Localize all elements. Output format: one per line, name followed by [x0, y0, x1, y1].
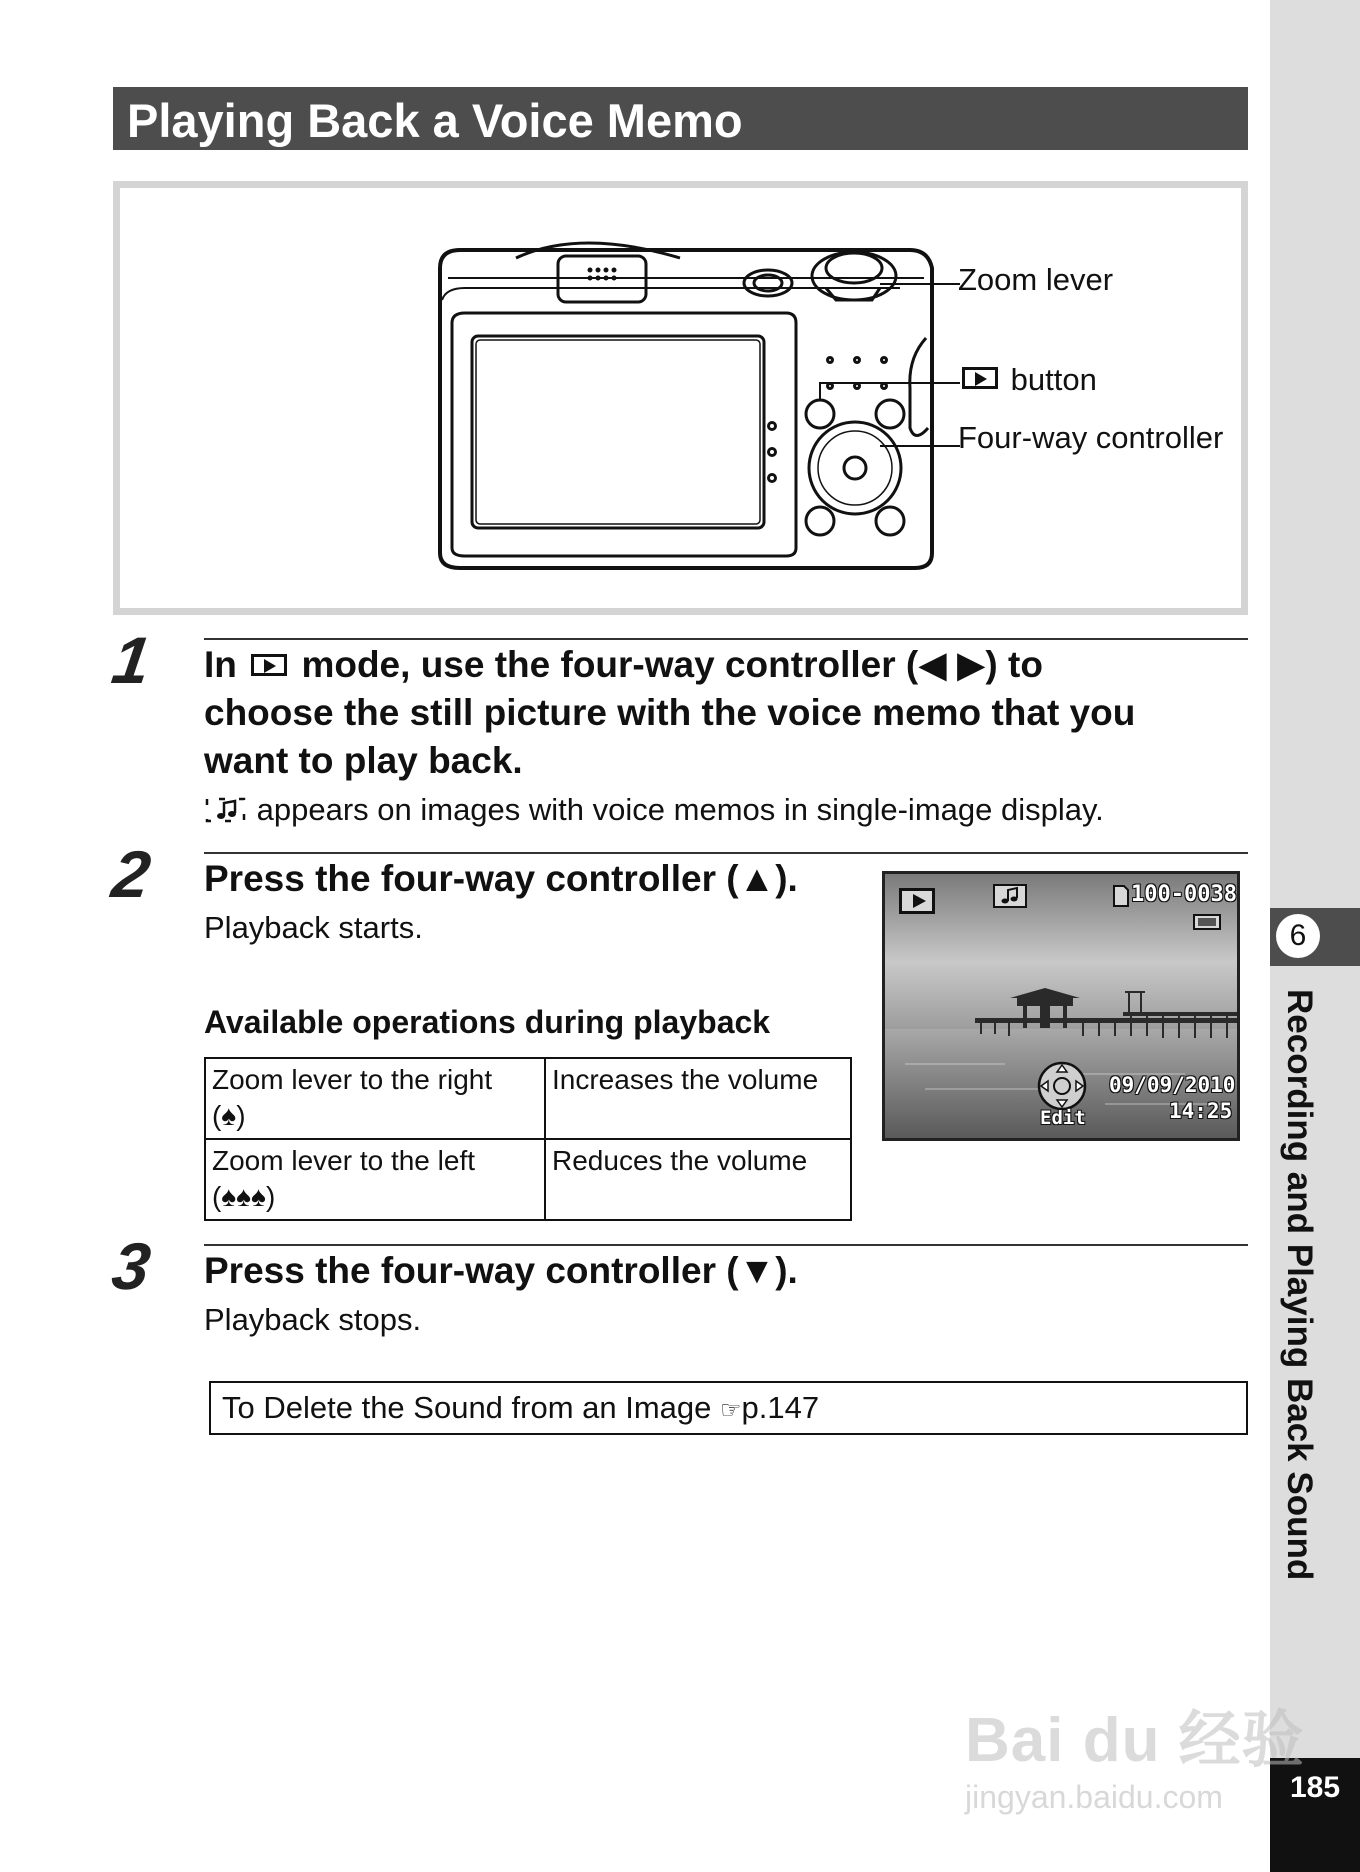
step-2-rule — [204, 852, 1248, 854]
table-row — [205, 1058, 851, 1139]
chapter-title: Recording and Playing Back Sound — [1280, 989, 1319, 1581]
reference-label: To Delete the Sound from an Image — [222, 1390, 712, 1425]
callout-four-way: Four-way controller — [958, 420, 1224, 455]
step-3-heading: Press the four-way controller (▼). — [204, 1250, 798, 1291]
playback-icon — [962, 367, 998, 389]
lcd-playback-screen — [882, 871, 1240, 1141]
watermark-url: jingyan.baidu.com — [965, 1779, 1223, 1815]
lcd-battery-icon — [1193, 914, 1221, 930]
step-1-body-text: appears on images with voice memos in single-image display. — [256, 792, 1104, 827]
lcd-edit-label: Edit — [1040, 1107, 1086, 1129]
playback-button — [806, 400, 834, 428]
step-2-heading: Press the four-way controller (▲). — [204, 858, 798, 899]
table-cell-result: Reduces the volume — [545, 1139, 851, 1220]
voice-memo-icon — [204, 796, 248, 824]
step-1-number: 1 — [107, 623, 155, 697]
table-cell-action: Zoom lever to the left (♠♠♠) — [205, 1139, 545, 1220]
lcd-file-number: 100-0038 — [1131, 882, 1237, 907]
callout-button-label: button — [1010, 362, 1097, 397]
camera-body — [440, 250, 932, 568]
lcd-memory-card-icon — [1113, 885, 1129, 907]
reference-page-link[interactable]: p.147 — [741, 1390, 820, 1425]
step-1-heading-rest: mode, use the four-way controller (◀ ▶) to — [301, 644, 1043, 685]
callout-playback-button — [958, 362, 1097, 398]
operations-table — [204, 1057, 852, 1221]
reference-text — [222, 1390, 819, 1426]
watermark-logo: Bai du 经验 — [965, 1706, 1305, 1775]
pointing-hand-icon: ☞ — [720, 1397, 742, 1424]
lcd-date: 09/09/2010 — [1109, 1073, 1236, 1097]
four-way-controller — [809, 422, 901, 514]
playback-icon — [251, 654, 287, 676]
step-1-heading-in: In — [204, 644, 237, 685]
table-cell-action: Zoom lever to the right (♠) — [205, 1058, 545, 1139]
camera-back-illustration — [120, 188, 1241, 608]
table-row — [205, 1139, 851, 1220]
table-cell-result: Increases the volume — [545, 1058, 851, 1139]
step-2-number: 2 — [107, 837, 155, 911]
step-1-heading — [204, 641, 1248, 785]
camera-figure — [113, 181, 1248, 615]
step-3-rule — [204, 1244, 1248, 1246]
page-title: Playing Back a Voice Memo — [127, 94, 743, 147]
zoom-lever — [812, 252, 896, 300]
operations-title: Available operations during playback — [204, 1004, 771, 1040]
step-2-body: Playback starts. — [204, 910, 423, 945]
page-number: 185 — [1289, 1771, 1341, 1804]
lcd-time: 14:25 — [1169, 1099, 1233, 1123]
step-1-heading-line3: want to play back. — [204, 740, 523, 781]
step-3-body: Playback stops. — [204, 1302, 422, 1337]
menu-button — [876, 400, 904, 428]
step-1-body — [204, 790, 1104, 830]
lcd-monitor — [472, 336, 764, 528]
lcd-voice-memo-icon — [993, 884, 1027, 908]
step-1-rule — [204, 638, 1248, 640]
lcd-four-way-guide-icon — [1035, 1059, 1089, 1113]
step-1-heading-line2: choose the still picture with the voice memo that you — [204, 692, 1136, 733]
callout-zoom-lever: Zoom lever — [958, 262, 1114, 297]
green-button — [876, 507, 904, 535]
chapter-number: 6 — [1276, 914, 1320, 958]
step-1-heading-line1 — [204, 641, 1248, 689]
reference-box — [209, 1381, 1248, 1435]
title-bar — [113, 87, 1248, 150]
step-3-number: 3 — [107, 1229, 155, 1303]
lcd-playback-icon — [899, 888, 935, 914]
ok-button — [806, 507, 834, 535]
